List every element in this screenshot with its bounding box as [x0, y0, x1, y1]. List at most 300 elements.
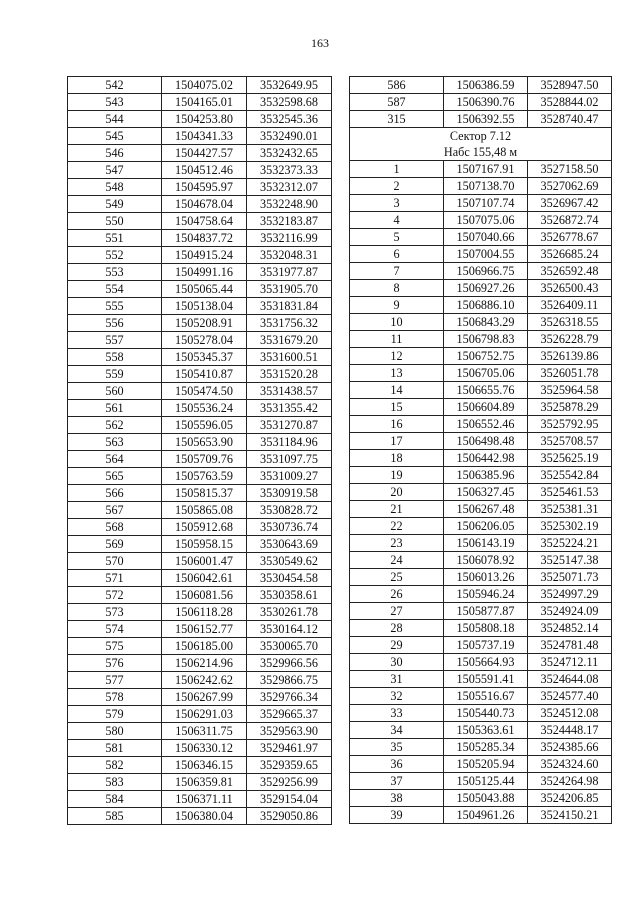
x-coordinate: 1505664.93 — [444, 654, 528, 671]
table-row — [68, 468, 332, 485]
table-row — [350, 297, 612, 314]
x-coordinate: 1505440.73 — [444, 705, 528, 722]
point-number: 547 — [68, 162, 162, 179]
point-number: 543 — [68, 94, 162, 111]
table-row — [68, 723, 332, 740]
y-coordinate: 3530919.58 — [247, 485, 332, 502]
x-coordinate: 1504165.01 — [162, 94, 247, 111]
point-number: 550 — [68, 213, 162, 230]
y-coordinate: 3530164.12 — [247, 621, 332, 638]
section-subtitle: Набс 155,48 м — [350, 144, 612, 161]
x-coordinate: 1505345.37 — [162, 349, 247, 366]
y-coordinate: 3525302.19 — [528, 518, 612, 535]
y-coordinate: 3526872.74 — [528, 212, 612, 229]
table-row — [68, 689, 332, 706]
table-row — [350, 807, 612, 824]
table-row — [68, 536, 332, 553]
x-coordinate: 1506042.61 — [162, 570, 247, 587]
point-number: 23 — [350, 535, 444, 552]
x-coordinate: 1505653.90 — [162, 434, 247, 451]
y-coordinate: 3524924.09 — [528, 603, 612, 620]
point-number: 585 — [68, 808, 162, 825]
point-number: 569 — [68, 536, 162, 553]
point-number: 583 — [68, 774, 162, 791]
table-row — [350, 569, 612, 586]
x-coordinate: 1507075.06 — [444, 212, 528, 229]
y-coordinate: 3525071.73 — [528, 569, 612, 586]
table-row — [350, 144, 612, 161]
x-coordinate: 1506330.12 — [162, 740, 247, 757]
point-number: 5 — [350, 229, 444, 246]
point-number: 560 — [68, 383, 162, 400]
point-number: 567 — [68, 502, 162, 519]
table-row — [68, 366, 332, 383]
x-coordinate: 1506498.48 — [444, 433, 528, 450]
x-coordinate: 1507138.70 — [444, 178, 528, 195]
y-coordinate: 3524264.98 — [528, 773, 612, 790]
y-coordinate: 3526051.78 — [528, 365, 612, 382]
x-coordinate: 1505808.18 — [444, 620, 528, 637]
table-row — [68, 502, 332, 519]
point-number: 566 — [68, 485, 162, 502]
table-row — [68, 196, 332, 213]
x-coordinate: 1505946.24 — [444, 586, 528, 603]
y-coordinate: 3526139.86 — [528, 348, 612, 365]
point-number: 545 — [68, 128, 162, 145]
x-coordinate: 1506927.26 — [444, 280, 528, 297]
y-coordinate: 3531756.32 — [247, 315, 332, 332]
x-coordinate: 1506843.29 — [444, 314, 528, 331]
table-row — [350, 399, 612, 416]
table-row — [68, 757, 332, 774]
point-number: 568 — [68, 519, 162, 536]
point-number: 22 — [350, 518, 444, 535]
point-number: 571 — [68, 570, 162, 587]
x-coordinate: 1506267.99 — [162, 689, 247, 706]
point-number: 29 — [350, 637, 444, 654]
left-coordinates-table — [67, 76, 332, 825]
x-coordinate: 1506185.00 — [162, 638, 247, 655]
x-coordinate: 1504427.57 — [162, 145, 247, 162]
point-number: 578 — [68, 689, 162, 706]
table-row — [350, 195, 612, 212]
table-row — [350, 467, 612, 484]
point-number: 551 — [68, 230, 162, 247]
y-coordinate: 3531270.87 — [247, 417, 332, 434]
y-coordinate: 3530358.61 — [247, 587, 332, 604]
table-row — [350, 620, 612, 637]
y-coordinate: 3525461.53 — [528, 484, 612, 501]
y-coordinate: 3524852.14 — [528, 620, 612, 637]
table-row — [350, 314, 612, 331]
point-number: 3 — [350, 195, 444, 212]
y-coordinate: 3529766.34 — [247, 689, 332, 706]
x-coordinate: 1506442.98 — [444, 450, 528, 467]
y-coordinate: 3524997.29 — [528, 586, 612, 603]
table-row — [68, 519, 332, 536]
point-number: 564 — [68, 451, 162, 468]
table-row — [68, 77, 332, 94]
x-coordinate: 1504758.64 — [162, 213, 247, 230]
table-row — [350, 348, 612, 365]
point-number: 570 — [68, 553, 162, 570]
point-number: 579 — [68, 706, 162, 723]
table-row — [350, 603, 612, 620]
point-number: 17 — [350, 433, 444, 450]
x-coordinate: 1504253.80 — [162, 111, 247, 128]
y-coordinate: 3525542.84 — [528, 467, 612, 484]
table-row — [350, 739, 612, 756]
point-number: 13 — [350, 365, 444, 382]
table-row — [350, 705, 612, 722]
y-coordinate: 3531679.20 — [247, 332, 332, 349]
x-coordinate: 1506327.45 — [444, 484, 528, 501]
x-coordinate: 1506001.47 — [162, 553, 247, 570]
y-coordinate: 3532248.90 — [247, 196, 332, 213]
point-number: 8 — [350, 280, 444, 297]
y-coordinate: 3524448.17 — [528, 722, 612, 739]
x-coordinate: 1506013.26 — [444, 569, 528, 586]
table-row — [68, 383, 332, 400]
point-number: 580 — [68, 723, 162, 740]
y-coordinate: 3530736.74 — [247, 519, 332, 536]
y-coordinate: 3530454.58 — [247, 570, 332, 587]
table-row — [68, 451, 332, 468]
point-number: 24 — [350, 552, 444, 569]
point-number: 30 — [350, 654, 444, 671]
table-row — [350, 501, 612, 518]
y-coordinate: 3526318.55 — [528, 314, 612, 331]
x-coordinate: 1505709.76 — [162, 451, 247, 468]
y-coordinate: 3529461.97 — [247, 740, 332, 757]
table-row — [68, 417, 332, 434]
point-number: 574 — [68, 621, 162, 638]
table-row — [350, 111, 612, 128]
y-coordinate: 3529966.56 — [247, 655, 332, 672]
x-coordinate: 1504512.46 — [162, 162, 247, 179]
y-coordinate: 3524385.66 — [528, 739, 612, 756]
point-number: 575 — [68, 638, 162, 655]
point-number: 36 — [350, 756, 444, 773]
y-coordinate: 3525708.57 — [528, 433, 612, 450]
table-row — [350, 654, 612, 671]
point-number: 12 — [350, 348, 444, 365]
x-coordinate: 1505591.41 — [444, 671, 528, 688]
table-row — [68, 791, 332, 808]
table-row — [68, 94, 332, 111]
y-coordinate: 3524577.40 — [528, 688, 612, 705]
x-coordinate: 1505763.59 — [162, 468, 247, 485]
x-coordinate: 1504915.24 — [162, 247, 247, 264]
y-coordinate: 3531355.42 — [247, 400, 332, 417]
y-coordinate: 3532432.65 — [247, 145, 332, 162]
point-number: 14 — [350, 382, 444, 399]
y-coordinate: 3525625.19 — [528, 450, 612, 467]
y-coordinate: 3524644.08 — [528, 671, 612, 688]
x-coordinate: 1507004.55 — [444, 246, 528, 263]
y-coordinate: 3525381.31 — [528, 501, 612, 518]
table-row — [350, 331, 612, 348]
x-coordinate: 1506371.11 — [162, 791, 247, 808]
y-coordinate: 3532373.33 — [247, 162, 332, 179]
table-row — [350, 161, 612, 178]
table-row — [350, 128, 612, 145]
table-row — [68, 145, 332, 162]
table-row — [68, 400, 332, 417]
table-row — [68, 570, 332, 587]
y-coordinate: 3528844.02 — [528, 94, 612, 111]
point-number: 26 — [350, 586, 444, 603]
point-number: 548 — [68, 179, 162, 196]
table-row — [350, 94, 612, 111]
x-coordinate: 1505474.50 — [162, 383, 247, 400]
point-number: 555 — [68, 298, 162, 315]
y-coordinate: 3530828.72 — [247, 502, 332, 519]
point-number: 1 — [350, 161, 444, 178]
y-coordinate: 3532649.95 — [247, 77, 332, 94]
x-coordinate: 1507107.74 — [444, 195, 528, 212]
right-coordinates-table — [349, 76, 612, 824]
y-coordinate: 3528947.50 — [528, 77, 612, 94]
y-coordinate: 3524512.08 — [528, 705, 612, 722]
x-coordinate: 1504961.26 — [444, 807, 528, 824]
y-coordinate: 3525224.21 — [528, 535, 612, 552]
x-coordinate: 1504837.72 — [162, 230, 247, 247]
table-row — [350, 790, 612, 807]
point-number: 554 — [68, 281, 162, 298]
y-coordinate: 3531831.84 — [247, 298, 332, 315]
y-coordinate: 3525147.38 — [528, 552, 612, 569]
y-coordinate: 3532598.68 — [247, 94, 332, 111]
x-coordinate: 1505877.87 — [444, 603, 528, 620]
point-number: 27 — [350, 603, 444, 620]
y-coordinate: 3528740.47 — [528, 111, 612, 128]
table-row — [350, 212, 612, 229]
point-number: 584 — [68, 791, 162, 808]
table-row — [350, 450, 612, 467]
point-number: 549 — [68, 196, 162, 213]
y-coordinate: 3529665.37 — [247, 706, 332, 723]
x-coordinate: 1505410.87 — [162, 366, 247, 383]
y-coordinate: 3530549.62 — [247, 553, 332, 570]
point-number: 34 — [350, 722, 444, 739]
y-coordinate: 3532312.07 — [247, 179, 332, 196]
x-coordinate: 1506886.10 — [444, 297, 528, 314]
x-coordinate: 1506386.59 — [444, 77, 528, 94]
table-row — [68, 604, 332, 621]
y-coordinate: 3531438.57 — [247, 383, 332, 400]
table-row — [68, 485, 332, 502]
table-row — [350, 229, 612, 246]
x-coordinate: 1504075.02 — [162, 77, 247, 94]
y-coordinate: 3526778.67 — [528, 229, 612, 246]
table-row — [68, 298, 332, 315]
x-coordinate: 1506705.06 — [444, 365, 528, 382]
table-row — [68, 655, 332, 672]
x-coordinate: 1505285.34 — [444, 739, 528, 756]
x-coordinate: 1506081.56 — [162, 587, 247, 604]
point-number: 6 — [350, 246, 444, 263]
table-row — [350, 773, 612, 790]
y-coordinate: 3524712.11 — [528, 654, 612, 671]
x-coordinate: 1504678.04 — [162, 196, 247, 213]
point-number: 582 — [68, 757, 162, 774]
point-number: 587 — [350, 94, 444, 111]
table-row — [350, 246, 612, 263]
section-title: Сектор 7.12 — [350, 128, 612, 145]
y-coordinate: 3531905.70 — [247, 281, 332, 298]
table-row — [68, 349, 332, 366]
table-row — [68, 230, 332, 247]
x-coordinate: 1505865.08 — [162, 502, 247, 519]
point-number: 544 — [68, 111, 162, 128]
point-number: 559 — [68, 366, 162, 383]
point-number: 573 — [68, 604, 162, 621]
point-number: 581 — [68, 740, 162, 757]
table-row — [350, 433, 612, 450]
table-row — [350, 280, 612, 297]
point-number: 32 — [350, 688, 444, 705]
y-coordinate: 3526228.79 — [528, 331, 612, 348]
y-coordinate: 3525792.95 — [528, 416, 612, 433]
table-row — [350, 382, 612, 399]
y-coordinate: 3529359.65 — [247, 757, 332, 774]
x-coordinate: 1506752.75 — [444, 348, 528, 365]
y-coordinate: 3532116.99 — [247, 230, 332, 247]
point-number: 561 — [68, 400, 162, 417]
point-number: 33 — [350, 705, 444, 722]
table-row — [68, 281, 332, 298]
x-coordinate: 1505125.44 — [444, 773, 528, 790]
table-row — [68, 638, 332, 655]
point-number: 38 — [350, 790, 444, 807]
table-row — [68, 774, 332, 791]
y-coordinate: 3529256.99 — [247, 774, 332, 791]
point-number: 577 — [68, 672, 162, 689]
x-coordinate: 1506346.15 — [162, 757, 247, 774]
point-number: 18 — [350, 450, 444, 467]
y-coordinate: 3529866.75 — [247, 672, 332, 689]
x-coordinate: 1506392.55 — [444, 111, 528, 128]
x-coordinate: 1506214.96 — [162, 655, 247, 672]
point-number: 315 — [350, 111, 444, 128]
x-coordinate: 1506206.05 — [444, 518, 528, 535]
table-row — [68, 808, 332, 825]
point-number: 4 — [350, 212, 444, 229]
table-row — [68, 162, 332, 179]
x-coordinate: 1505596.05 — [162, 417, 247, 434]
x-coordinate: 1504341.33 — [162, 128, 247, 145]
y-coordinate: 3525878.29 — [528, 399, 612, 416]
table-row — [68, 111, 332, 128]
y-coordinate: 3526967.42 — [528, 195, 612, 212]
x-coordinate: 1506655.76 — [444, 382, 528, 399]
table-row — [68, 434, 332, 451]
point-number: 562 — [68, 417, 162, 434]
y-coordinate: 3527158.50 — [528, 161, 612, 178]
table-row — [350, 263, 612, 280]
x-coordinate: 1504595.97 — [162, 179, 247, 196]
point-number: 557 — [68, 332, 162, 349]
point-number: 20 — [350, 484, 444, 501]
y-coordinate: 3524781.48 — [528, 637, 612, 654]
x-coordinate: 1506359.81 — [162, 774, 247, 791]
table-row — [68, 264, 332, 281]
y-coordinate: 3532545.36 — [247, 111, 332, 128]
x-coordinate: 1506385.96 — [444, 467, 528, 484]
x-coordinate: 1505205.94 — [444, 756, 528, 773]
point-number: 21 — [350, 501, 444, 518]
y-coordinate: 3531097.75 — [247, 451, 332, 468]
table-row — [350, 671, 612, 688]
table-row — [350, 637, 612, 654]
table-row — [350, 688, 612, 705]
point-number: 572 — [68, 587, 162, 604]
y-coordinate: 3530065.70 — [247, 638, 332, 655]
x-coordinate: 1505363.61 — [444, 722, 528, 739]
y-coordinate: 3526592.48 — [528, 263, 612, 280]
y-coordinate: 3532490.01 — [247, 128, 332, 145]
point-number: 11 — [350, 331, 444, 348]
x-coordinate: 1505043.88 — [444, 790, 528, 807]
x-coordinate: 1506143.19 — [444, 535, 528, 552]
table-row — [350, 416, 612, 433]
table-row — [350, 365, 612, 382]
x-coordinate: 1506604.89 — [444, 399, 528, 416]
x-coordinate: 1507040.66 — [444, 229, 528, 246]
point-number: 556 — [68, 315, 162, 332]
point-number: 2 — [350, 178, 444, 195]
point-number: 7 — [350, 263, 444, 280]
point-number: 552 — [68, 247, 162, 264]
table-row — [350, 535, 612, 552]
x-coordinate: 1506966.75 — [444, 263, 528, 280]
point-number: 37 — [350, 773, 444, 790]
y-coordinate: 3531009.27 — [247, 468, 332, 485]
point-number: 35 — [350, 739, 444, 756]
y-coordinate: 3531184.96 — [247, 434, 332, 451]
y-coordinate: 3531600.51 — [247, 349, 332, 366]
y-coordinate: 3524324.60 — [528, 756, 612, 773]
table-row — [68, 128, 332, 145]
table-row — [350, 722, 612, 739]
y-coordinate: 3524150.21 — [528, 807, 612, 824]
x-coordinate: 1505278.04 — [162, 332, 247, 349]
x-coordinate: 1506078.92 — [444, 552, 528, 569]
y-coordinate: 3529154.04 — [247, 791, 332, 808]
y-coordinate: 3529050.86 — [247, 808, 332, 825]
x-coordinate: 1505138.04 — [162, 298, 247, 315]
y-coordinate: 3531977.87 — [247, 264, 332, 281]
y-coordinate: 3532183.87 — [247, 213, 332, 230]
y-coordinate: 3526685.24 — [528, 246, 612, 263]
table-row — [68, 247, 332, 264]
point-number: 28 — [350, 620, 444, 637]
x-coordinate: 1504991.16 — [162, 264, 247, 281]
point-number: 546 — [68, 145, 162, 162]
point-number: 39 — [350, 807, 444, 824]
table-row — [350, 178, 612, 195]
x-coordinate: 1506152.77 — [162, 621, 247, 638]
table-row — [68, 553, 332, 570]
x-coordinate: 1506311.75 — [162, 723, 247, 740]
table-row — [68, 587, 332, 604]
x-coordinate: 1507167.91 — [444, 161, 528, 178]
y-coordinate: 3529563.90 — [247, 723, 332, 740]
x-coordinate: 1505958.15 — [162, 536, 247, 553]
point-number: 586 — [350, 77, 444, 94]
x-coordinate: 1506390.76 — [444, 94, 528, 111]
